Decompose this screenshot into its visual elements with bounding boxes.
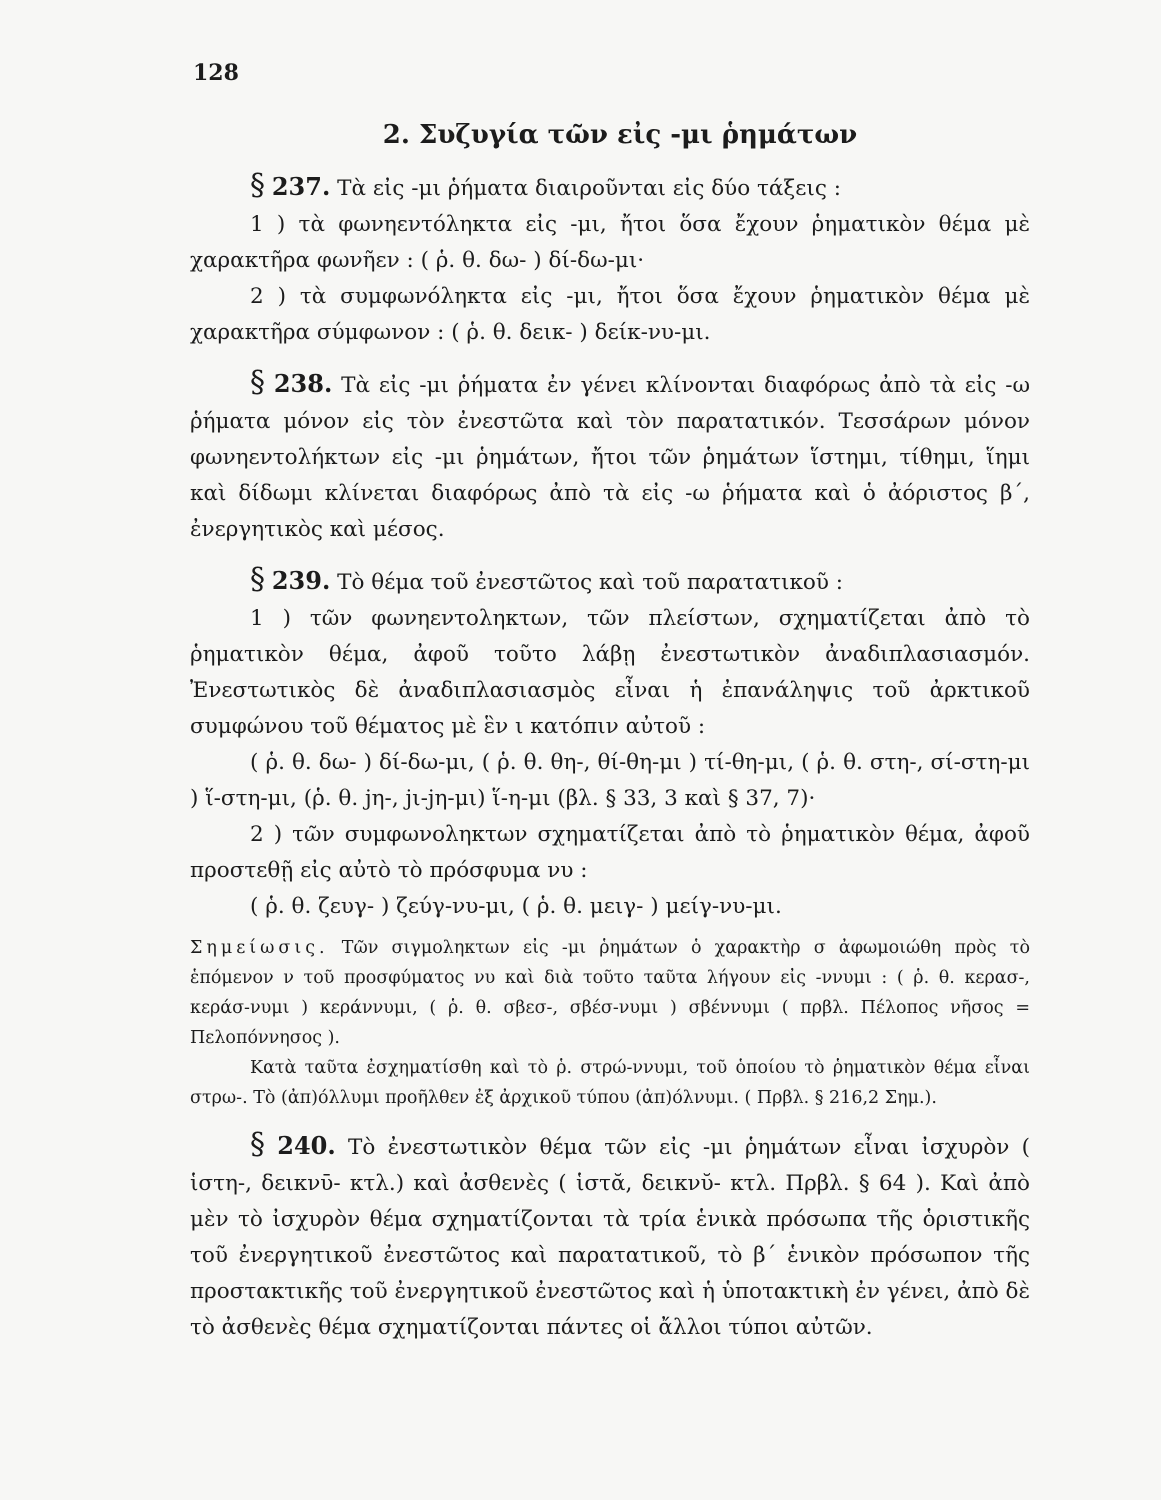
section-text: Τὰ εἰς -μι ῥήματα ἐν γένει κλίνονται διαφόρως ἀπὸ τὰ εἰς -ω ῥήματα μόνον εἰς τὸν ἐνεστῶτα καὶ τὸν παρατατικόν. Τεσσάρων μόνον φωνηεντολήκτων εἰς -μι ῥημάτων, ἤτοι τῶν ῥημάτων ἵστημι, τίθημι, ἵημι καὶ δίδωμι κλίνεται διαφόρως ἀπὸ τὰ εἰς -ω ῥήματα καὶ ὁ ἀόριστος β΄, ἐνεργητικὸς καὶ μέσος.: [190, 373, 1030, 542]
page-body: [190, 120, 1030, 1346]
section-intro: Τὸ θέμα τοῦ ἐνεστῶτος καὶ τοῦ παρατατικοῦ :: [337, 570, 844, 595]
chapter-heading: 2. Συζυγία τῶν εἰς -μι ῥημάτων: [382, 120, 858, 150]
section-sign: §: [250, 1127, 265, 1162]
list-item-2: 2 ) τῶν συμφωνοληκτων σχηματίζεται ἀπὸ τὸ ῥηματικὸν θέμα, ἀφοῦ προστεθῇ εἰς αὐτὸ τὸ πρόσφυμα νυ :: [190, 822, 1030, 883]
section-number: 238.: [273, 369, 333, 398]
section-number: 240.: [277, 1131, 336, 1160]
examples-1: ( ῥ. θ. δω- ) δί-δω-μι, ( ῥ. θ. θη-, θί-θη-μι ) τί-θη-μι, ( ῥ. θ. στη-, σί-στη-μι ) ἵ-στη-μι, (ῥ. θ. jη-, jι-jη-μι) ἵ-η-μι (βλ. § 33, 3 καὶ § 37, 7)·: [190, 750, 1030, 811]
section-text: Τὸ ἐνεστωτικὸν θέμα τῶν εἰς -μι ῥημάτων εἶναι ἰσχυρὸν ( ἱστη-, δεικνῡ- κτλ.) καὶ ἀσθενὲς ( ἱστᾰ, δεικνῠ- κτλ. Πρβλ. § 64 ). Καὶ ἀπὸ μὲν τὸ ἰσχυρὸν θέμα σχηματίζονται τὰ τρία ἑνικὰ πρόσωπα τῆς ὁριστικῆς τοῦ ἐνεργητικοῦ ἐνεστῶτος καὶ παρατατικοῦ, τὸ β΄ ἑνικὸν πρόσωπον τῆς προστακτικῆς τοῦ ἐνεργητικοῦ ἐνεστῶτος καὶ ἡ ὑποτακτικὴ ἐν γένει, ἀπὸ δὲ τὸ ἀσθενὲς θέμα σχηματίζονται πάντες οἱ ἄλλοι τύποι αὐτῶν.: [190, 1135, 1031, 1340]
section-237: [190, 168, 1030, 351]
list-item-2: 2 ) τὰ συμφωνόληκτα εἰς -μι, ἤτοι ὅσα ἔχουν ῥηματικὸν θέμα μὲ χαρακτῆρα σύμφωνον : ( ῥ. θ. δεικ- ) δείκ-νυ-μι.: [190, 284, 1030, 345]
section-sign: §: [250, 168, 265, 203]
section-240: [190, 1127, 1030, 1346]
note-label: Σημείωσις.: [190, 938, 329, 958]
section-238: [190, 365, 1030, 548]
examples-2: ( ῥ. θ. ζευγ- ) ζεύγ-νυ-μι, ( ῥ. θ. μειγ- ) μείγ-νυ-μι.: [250, 894, 782, 919]
note-text-2: Κατὰ ταῦτα ἐσχηματίσθη καὶ τὸ ῥ. στρώ-ννυμι, τοῦ ὁποίου τὸ ῥηματικὸν θέμα εἶναι στρω-. Τὸ (ἀπ)όλλυμι προῆλθεν ἐξ ἀρχικοῦ τύπου (ἀπ)όλνυμι. ( Πρβλ. § 216,2 Σημ.).: [190, 1058, 1030, 1108]
section-number: 237.: [271, 172, 331, 201]
note-text-1: Τῶν σιγμοληκτων εἰς -μι ῥημάτων ὁ χαρακτὴρ σ ἀφωμοιώθη πρὸς τὸ ἑπόμενον ν τοῦ προσφύματος νυ καὶ διὰ τοῦτο ταῦτα λήγουν εἰς -ννυμι : ( ῥ. θ. κερασ-, κεράσ-νυμι ) κεράννυμι, ( ῥ. θ. σβεσ-, σβέσ-νυμι ) σβέννυμι ( πρβλ. Πέλοπος νῆσος = Πελοπόννησος ).: [190, 938, 1030, 1048]
list-item-1: 1 ) τὰ φωνηεντόληκτα εἰς -μι, ἤτοι ὅσα ἔχουν ῥηματικὸν θέμα μὲ χαρακτῆρα φωνῆεν : ( ῥ. θ. δω- ) δί-δω-μι·: [190, 212, 1030, 273]
section-239: [190, 562, 1030, 925]
section-intro: Τὰ εἰς -μι ῥήματα διαιροῦνται εἰς δύο τάξεις :: [337, 176, 841, 201]
section-sign: §: [250, 365, 265, 400]
list-item-1: 1 ) τῶν φωνηεντοληκτων, τῶν πλείστων, σχηματίζεται ἀπὸ τὸ ῥηματικὸν θέμα, ἀφοῦ τοῦτο λάβῃ ἐνεστωτικὸν ἀναδιπλασιασμόν. Ἐνεστωτικὸς δὲ ἀναδιπλασιασμὸς εἶναι ἡ ἐπανάληψις τοῦ ἀρκτικοῦ συμφώνου τοῦ θέματος μὲ ἓν ι κατόπιν αὐτοῦ :: [190, 606, 1030, 739]
section-number: 239.: [271, 566, 331, 595]
note-block: [190, 933, 1030, 1113]
page-number: 128: [193, 60, 239, 86]
section-sign: §: [250, 562, 265, 597]
